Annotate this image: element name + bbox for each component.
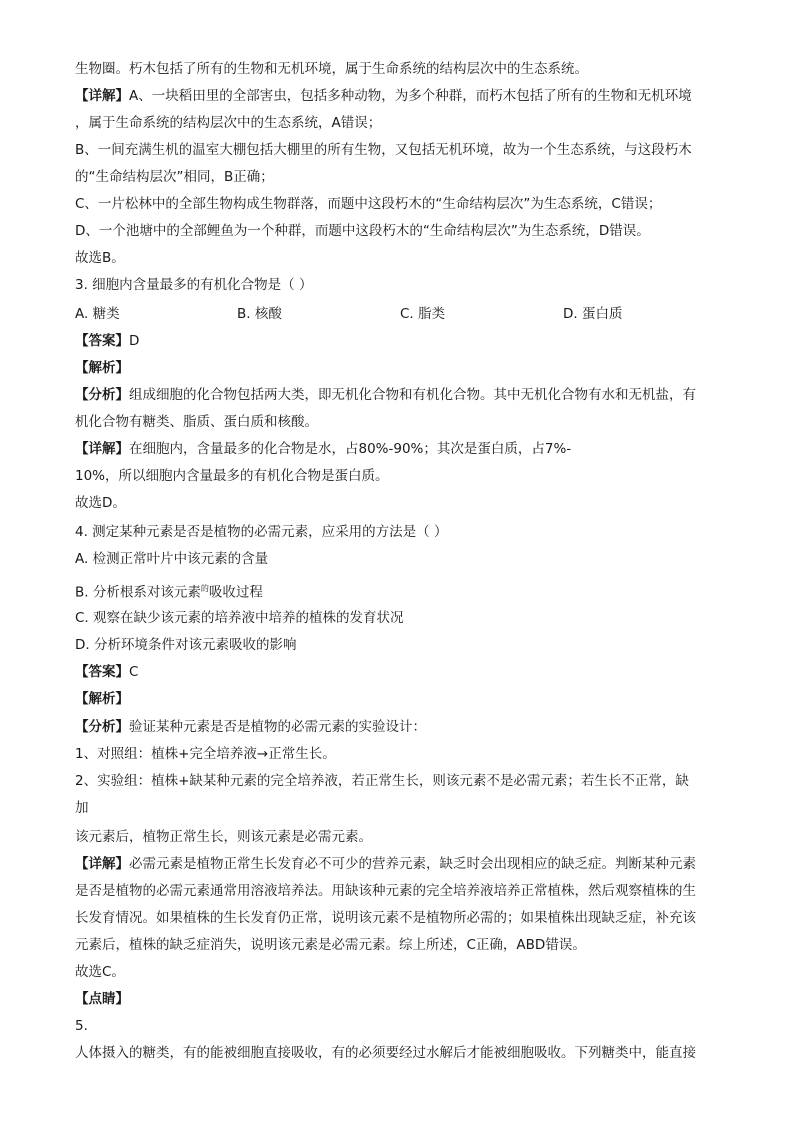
text-line: 2、实验组：植株+缺某种元素的完全培养液，若正常生长，则该元素不是必需元素；若生长不正常，缺 — [75, 773, 689, 789]
text-line: 加 — [75, 800, 89, 816]
text-line: 【详解】必需元素是植物正常生长发育必不可少的营养元素，缺乏时会出现相应的缺乏症。判断某种元素 — [75, 856, 696, 872]
option-b: B. 核酸 — [237, 306, 282, 322]
answer-line: 【答案】D — [75, 333, 140, 349]
question-5-number: 5. — [75, 1018, 88, 1034]
text-line: 故选C。 — [75, 964, 125, 980]
option-b: B. 分析根系对该元素$^的$吸收过程 — [75, 584, 263, 601]
text-line: 【分析】组成细胞的化合物包括两大类，即无机化合物和有机化合物。其中无机化合物有水和无机盐，有 — [75, 387, 696, 403]
question-5: 人体摄入的糖类，有的能被细胞直接吸收，有的必须要经过水解后才能被细胞吸收。下列糖类中，能直接 — [75, 1045, 696, 1061]
text-line: 【详解】A、一块稻田里的全部害虫，包括多种动物，为多个种群，而朽木包括了所有的生物和无机环境 — [75, 88, 692, 104]
question-4: 4. 测定某种元素是否是植物的必需元素，应采用的方法是（ ） — [75, 524, 448, 540]
text-line: D、一个池塘中的全部鲤鱼为一个种群，而题中这段朽木的“生命结构层次”为生态系统，D错误。 — [75, 223, 650, 239]
text-line: 该元素后，植物正常生长，则该元素是必需元素。 — [75, 829, 372, 845]
option-c: C. 观察在缺少该元素的培养液中培养的植株的发育状况 — [75, 610, 404, 626]
analysis-heading: 【解析】 — [75, 360, 129, 376]
text-line: 机化合物有糖类、脂质、蛋白质和核酸。 — [75, 414, 318, 430]
text-line: C、一片松林中的全部生物构成生物群落，而题中这段朽木的“生命结构层次”为生态系统，C错误； — [75, 196, 662, 212]
analysis-heading: 【解析】 — [75, 691, 129, 707]
answer-line: 【答案】C — [75, 664, 139, 680]
option-c: C. 脂类 — [400, 306, 446, 322]
text-line: 的“生命结构层次”相同，B正确； — [75, 169, 274, 185]
question-3: 3. 细胞内含量最多的有机化合物是（ ） — [75, 277, 313, 293]
text-line: 生物圈。朽木包括了所有的生物和无机环境，属于生命系统的结构层次中的生态系统。 — [75, 61, 588, 77]
text-line: 【详解】在细胞内，含量最多的化合物是水，占80%-90%；其次是蛋白质，占7%- — [75, 441, 572, 457]
text-line: 1、对照组：植株+完全培养液→正常生长。 — [75, 746, 336, 762]
text-line: 是否是植物的必需元素通常用溶液培养法。用缺该种元素的完全培养液培养正常植株，然后观察植株的生 — [75, 883, 696, 899]
text-line: ，属于生命系统的结构层次中的生态系统，A错误； — [75, 115, 382, 131]
text-line: 10%，所以细胞内含量最多的有机化合物是蛋白质。 — [75, 468, 389, 484]
text-line: 故选B。 — [75, 250, 125, 266]
text-line: B、一间充满生机的温室大棚包括大棚里的所有生物，又包括无机环境，故为一个生态系统，与这段朽木 — [75, 142, 692, 158]
option-a: A. 糖类 — [75, 306, 120, 322]
comment-heading: 【点睛】 — [75, 991, 129, 1007]
text-line: 元素后，植株的缺乏症消失，说明该元素是必需元素。综上所述，C正确，ABD错误。 — [75, 937, 586, 953]
text-line: 故选D。 — [75, 495, 126, 511]
text-line: 【分析】验证某种元素是否是植物的必需元素的实验设计： — [75, 719, 426, 735]
option-a: A. 检测正常叶片中该元素的含量 — [75, 551, 269, 567]
option-d: D. 分析环境条件对该元素吸收的影响 — [75, 637, 297, 653]
text-line: 长发育情况。如果植株的生长发育仍正常，说明该元素不是植物所必需的；如果植株出现缺乏症，补充该 — [75, 910, 696, 926]
option-d: D. 蛋白质 — [563, 306, 623, 322]
